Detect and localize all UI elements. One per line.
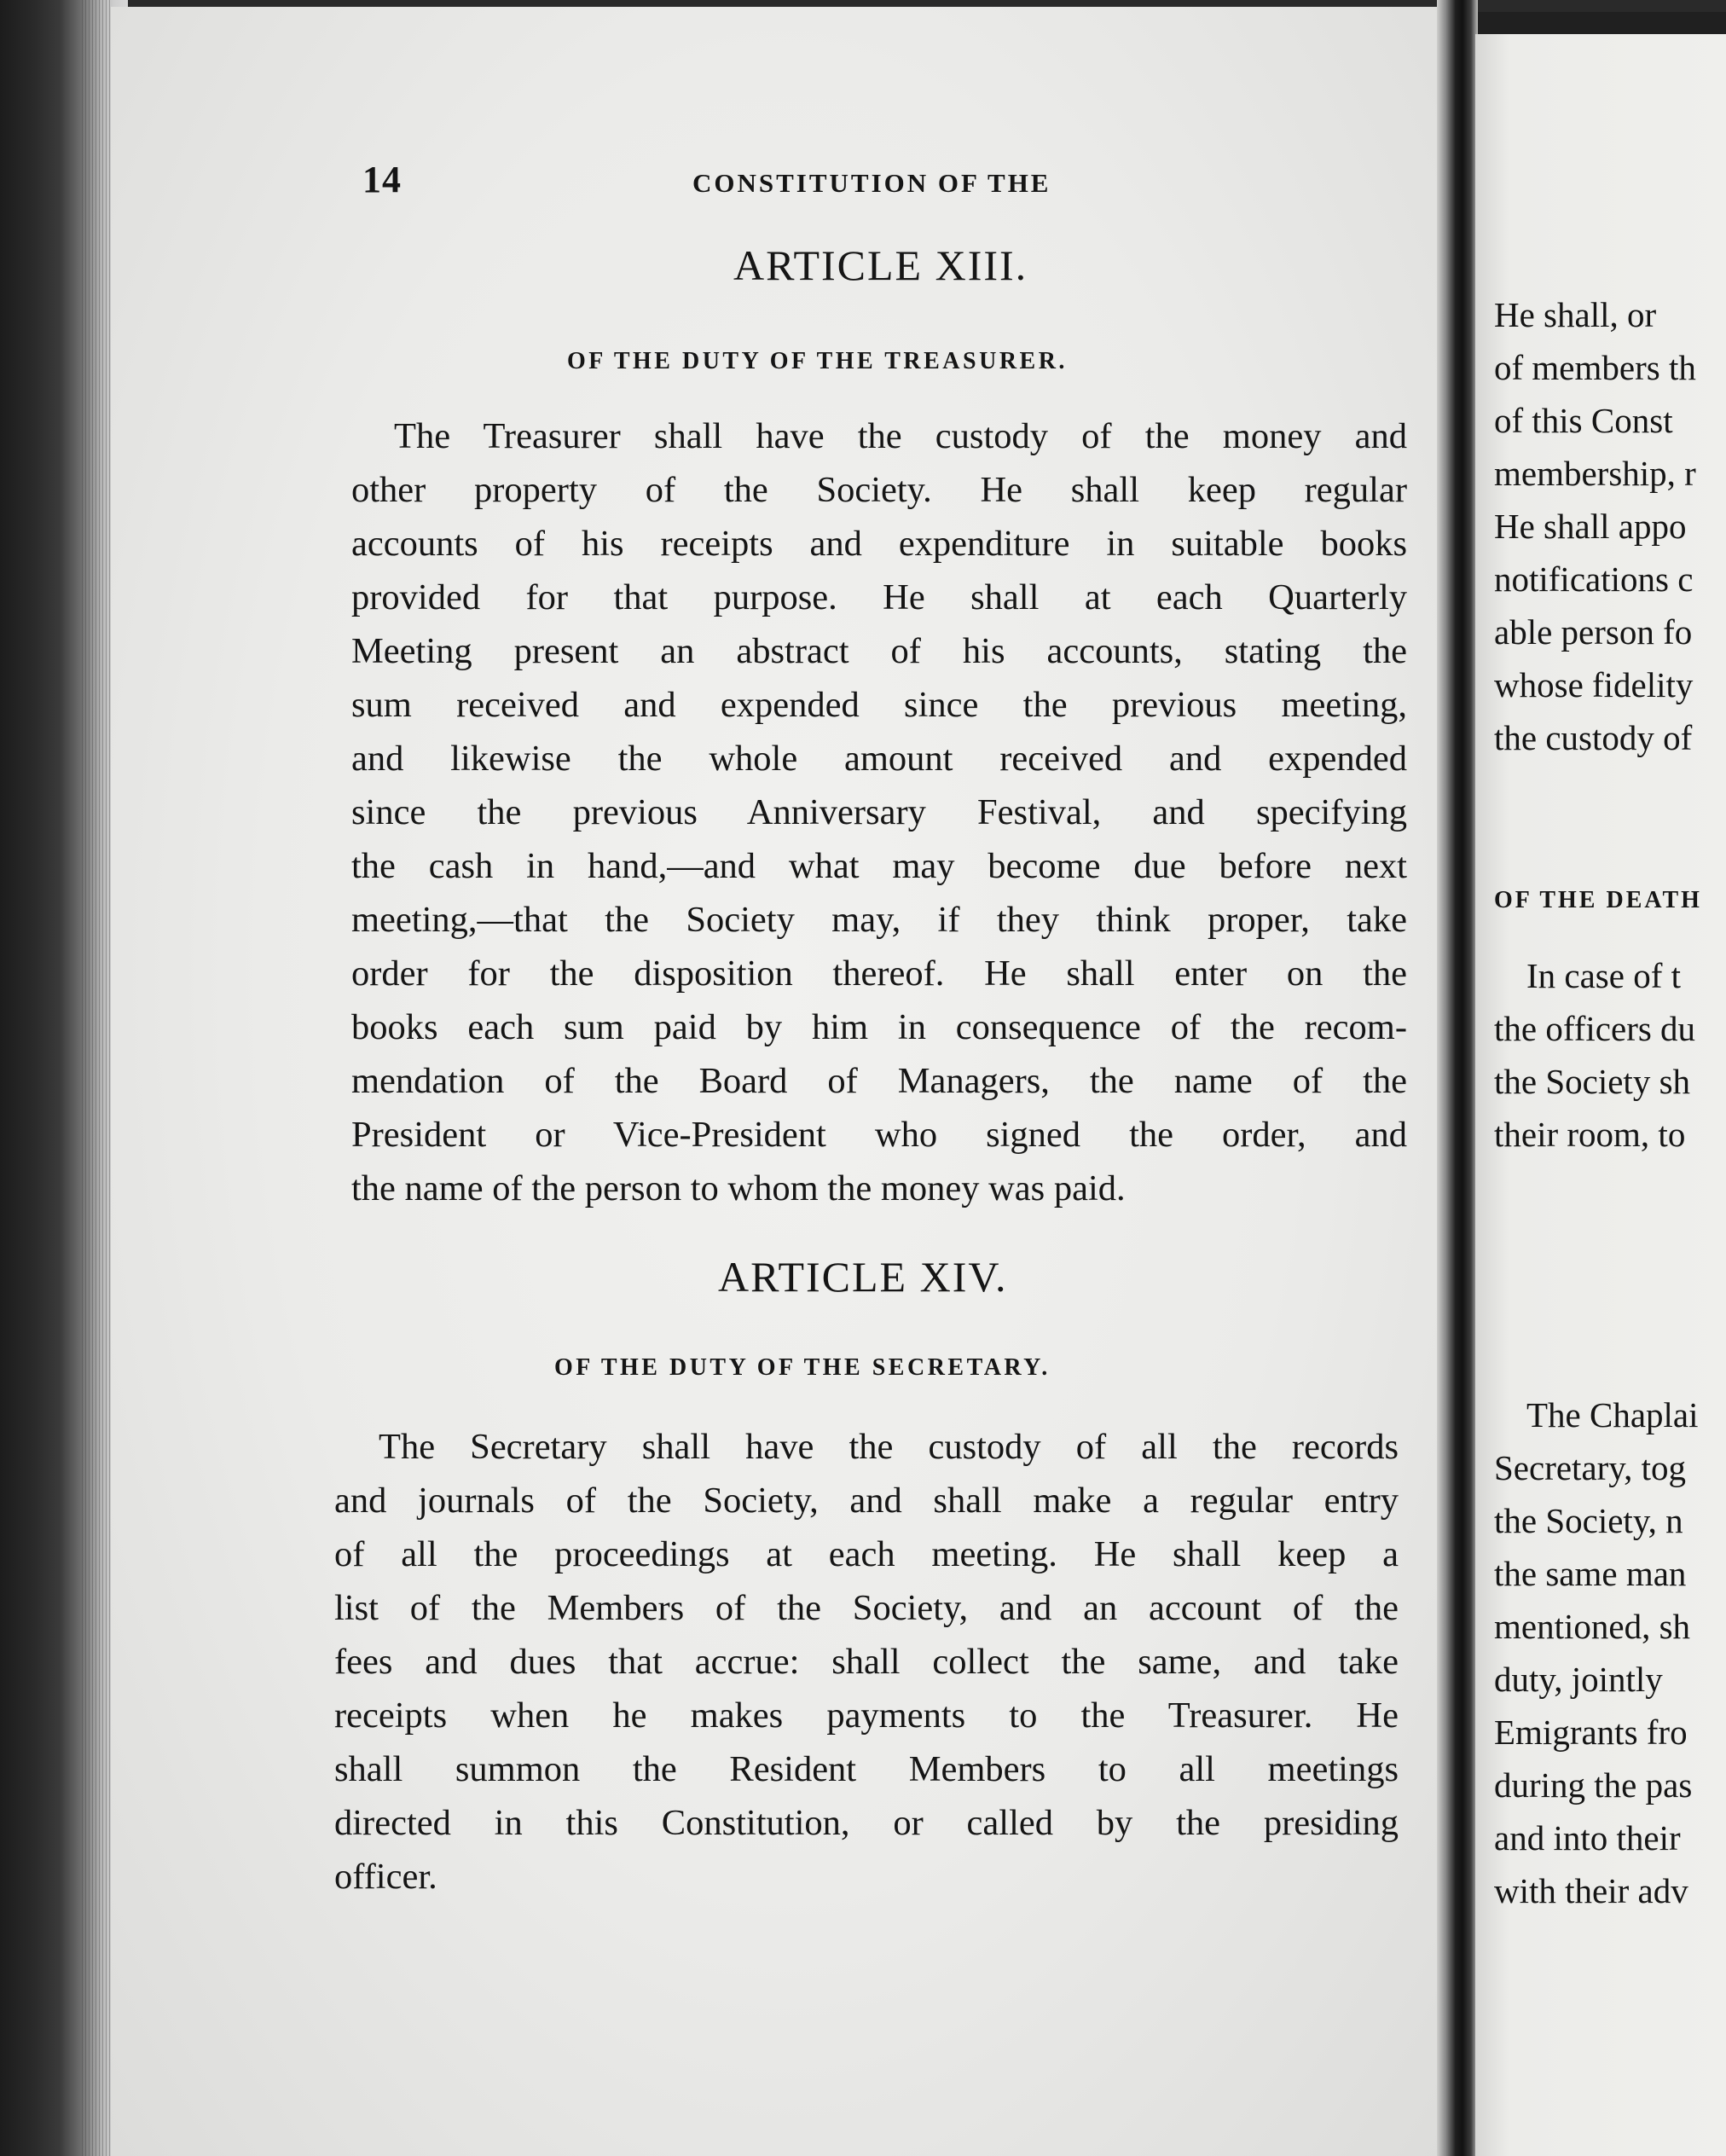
text-line: list of the Members of the Society, and an account of the [334, 1588, 1399, 1628]
right-page-line: their room, to [1494, 1115, 1686, 1154]
book-gutter [1437, 0, 1478, 2156]
right-page-section-fragment: OF THE DEATH [1494, 887, 1702, 913]
right-page-line: able person fo [1494, 612, 1693, 652]
article-13-subheading: OF THE DUTY OF THE TREASURER. [567, 348, 1068, 374]
text-line: books each sum paid by him in consequence of the recom- [351, 1007, 1407, 1047]
text-line: accounts of his receipts and expenditure in suitable books [351, 524, 1407, 564]
text-line: order for the disposition thereof. He shall enter on the [351, 953, 1407, 994]
page-number: 14 [362, 159, 402, 200]
text-line: meeting,—that the Society may, if they think proper, take [351, 900, 1407, 940]
text-line: the cash in hand,—and what may become due before next [351, 846, 1407, 886]
article-14-heading: ARTICLE XIV. [718, 1253, 1008, 1301]
right-page-line: whose fidelity [1494, 665, 1694, 704]
page-edge-lines [82, 0, 113, 2156]
right-page-line: the officers du [1494, 1009, 1696, 1048]
text-line: of all the proceedings at each meeting. He shall keep a [334, 1534, 1399, 1574]
right-page-line: notifications c [1494, 559, 1694, 599]
right-page-line: He shall, or [1494, 295, 1657, 334]
running-title: CONSTITUTION OF THE [692, 168, 1051, 198]
text-line: The Treasurer shall have the custody of the money and [394, 416, 1407, 456]
text-line: fees and dues that accrue: shall collect the same, and take [334, 1642, 1399, 1682]
right-page-line: during the pas [1494, 1765, 1693, 1805]
text-line: receipts when he makes payments to the Treasurer. He [334, 1695, 1399, 1736]
text-line: officer. [334, 1857, 437, 1897]
right-page-line: the Society, n [1494, 1501, 1683, 1540]
text-line: Meeting present an abstract of his accounts, stating the [351, 631, 1407, 671]
text-line: since the previous Anniversary Festival, and specifying [351, 792, 1407, 832]
text-line: provided for that purpose. He shall at each Quarterly [351, 577, 1407, 617]
right-page [1475, 34, 1726, 2156]
right-page-line: Emigrants fro [1494, 1713, 1688, 1752]
right-page-line: of this Const [1494, 401, 1673, 440]
right-page-line: duty, jointly [1494, 1660, 1663, 1699]
text-line: mendation of the Board of Managers, the name of the [351, 1061, 1407, 1101]
text-line: directed in this Constitution, or called by the presiding [334, 1803, 1399, 1843]
right-page-line: the custody of [1494, 718, 1693, 757]
text-line: President or Vice-President who signed the order, and [351, 1115, 1407, 1155]
text-line: other property of the Society. He shall keep regular [351, 470, 1407, 510]
right-page-line: Secretary, tog [1494, 1448, 1687, 1487]
right-page-line: mentioned, sh [1494, 1607, 1691, 1646]
article-14-subheading: OF THE DUTY OF THE SECRETARY. [554, 1354, 1051, 1381]
text-line: The Secretary shall have the custody of all the records [379, 1427, 1399, 1467]
text-line: and journals of the Society, and shall make a regular entry [334, 1481, 1399, 1521]
text-line: the name of the person to whom the money was paid. [351, 1168, 1126, 1208]
right-page-line: and into their [1494, 1818, 1681, 1858]
article-13-heading: ARTICLE XIII. [733, 241, 1028, 289]
text-line: sum received and expended since the previous meeting, [351, 685, 1407, 725]
right-page-line: The Chaplai [1526, 1395, 1699, 1434]
right-page-line: the Society sh [1494, 1062, 1691, 1101]
right-page-line: He shall appo [1494, 507, 1687, 546]
right-page-line: with their adv [1494, 1871, 1688, 1910]
text-line: shall summon the Resident Members to all meetings [334, 1749, 1399, 1789]
right-page-line: the same man [1494, 1554, 1687, 1593]
article-13-body [351, 409, 1407, 1215]
right-page-line: membership, r [1494, 454, 1696, 493]
right-page-line: In case of t [1526, 956, 1681, 995]
right-page-line: of members th [1494, 348, 1696, 387]
article-14-body [334, 1420, 1399, 1904]
text-line: and likewise the whole amount received and expended [351, 739, 1407, 779]
